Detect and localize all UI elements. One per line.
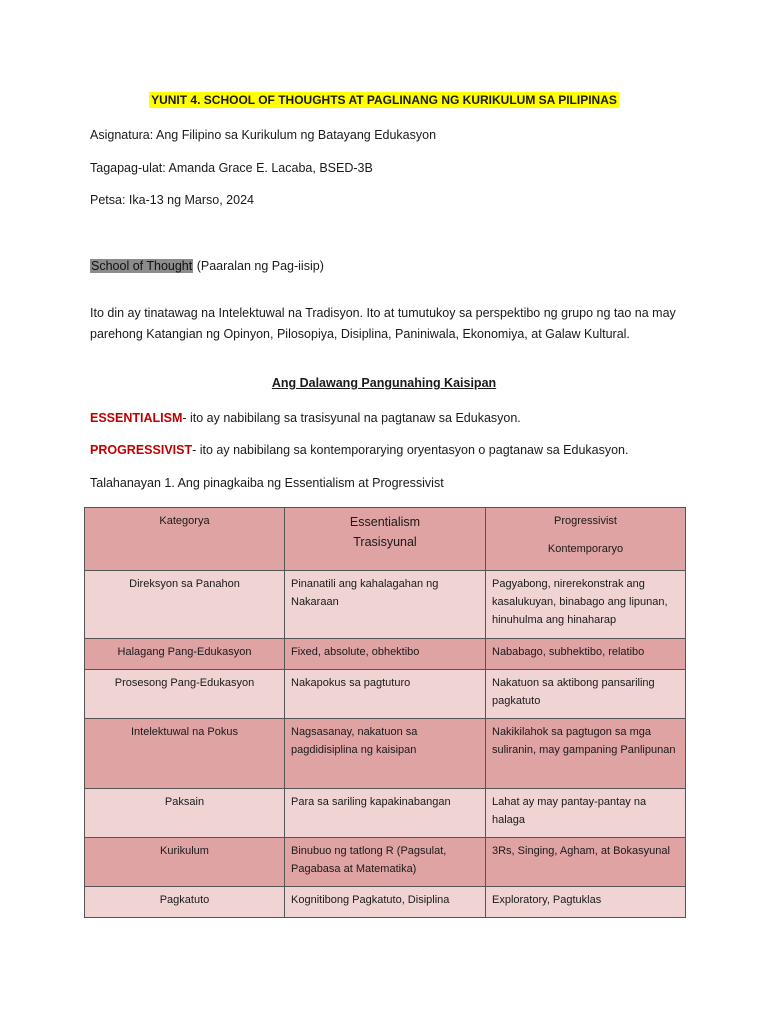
cell-kategorya: Halagang Pang-Edukasyon xyxy=(85,639,285,670)
comparison-table xyxy=(84,507,686,918)
cell-essentialism: Fixed, absolute, obhektibo xyxy=(285,639,486,670)
essentialism-definition xyxy=(90,408,521,428)
essentialism-term: ESSENTIALISM xyxy=(90,411,183,425)
cell-kategorya: Paksain xyxy=(85,789,285,838)
cell-kategorya: Intelektuwal na Pokus xyxy=(85,719,285,789)
table-row xyxy=(85,670,686,719)
header-kategorya xyxy=(85,508,285,571)
table-header-row xyxy=(85,508,686,571)
header-progressivist-label: Progressivist xyxy=(554,515,617,527)
header-essentialism-label: Essentialism xyxy=(349,515,421,529)
cell-progressivist: Lahat ay may pantay-pantay na halaga xyxy=(486,789,686,838)
school-of-thought-term: School of Thought xyxy=(91,259,193,273)
essentialism-def-text: - ito ay nabibilang sa trasisyunal na pagtanaw sa Edukasyon. xyxy=(182,411,521,425)
cell-progressivist: Pagyabong, nirerekonstrak ang kasalukuyan, binabago ang lipunan, hinuhulma ang hinaharap xyxy=(486,571,686,639)
header-essentialism xyxy=(285,508,486,571)
cell-essentialism: Para sa sariling kapakinabangan xyxy=(285,789,486,838)
cell-progressivist: Nakikilahok sa pagtugon sa mga suliranin, may gampaning Panlipunan xyxy=(486,719,686,789)
header-essentialism-sub: Trasisyunal xyxy=(353,535,417,549)
header-kategorya-label: Kategorya xyxy=(159,515,210,527)
progressivist-def-text: - ito ay nabibilang sa kontemporarying oryentasyon o pagtanaw sa Edukasyon. xyxy=(192,443,629,457)
progressivist-definition xyxy=(90,440,629,460)
progressivist-term: PROGRESSIVIST xyxy=(90,443,193,457)
school-of-thought-heading xyxy=(90,256,324,276)
cell-kategorya: Prosesong Pang-Edukasyon xyxy=(85,670,285,719)
school-of-thought-paragraph: Ito din ay tinatawag na Intelektuwal na Tradisyon. Ito at tumutukoy sa perspektibo ng grupo ng tao na may parehong Katangian ng Opinyon, Pilosopiya, Disiplina, Paniniwala, Ekonomiya, at Galaw Kultural. xyxy=(90,305,676,341)
table-row xyxy=(85,571,686,639)
header-progressivist xyxy=(486,508,686,571)
table-row xyxy=(85,789,686,838)
school-of-thought-translation: (Paaralan ng Pag-iisip) xyxy=(193,259,324,273)
cell-essentialism: Nakapokus sa pagtuturo xyxy=(285,670,486,719)
tagapag-ulat-line: Tagapag-ulat: Amanda Grace E. Lacaba, BSED-3B xyxy=(90,161,373,175)
cell-kategorya: Kurikulum xyxy=(85,838,285,887)
cell-kategorya: Pagkatuto xyxy=(85,887,285,918)
cell-progressivist: Nababago, subhektibo, relatibo xyxy=(486,639,686,670)
table-row xyxy=(85,719,686,789)
cell-essentialism: Nagsasanay, nakatuon sa pagdidisiplina ng kaisipan xyxy=(285,719,486,789)
kaisipan-heading: Ang Dalawang Pangunahing Kaisipan xyxy=(271,376,497,390)
cell-essentialism: Binubuo ng tatlong R (Pagsulat, Pagabasa at Matematika) xyxy=(285,838,486,887)
petsa-line: Petsa: Ika-13 ng Marso, 2024 xyxy=(90,193,254,207)
header-progressivist-sub: Kontemporaryo xyxy=(547,543,624,555)
cell-kategorya: Direksyon sa Panahon xyxy=(85,571,285,639)
cell-essentialism: Pinanatili ang kahalagahan ng Nakaraan xyxy=(285,571,486,639)
table-caption: Talahanayan 1. Ang pinagkaiba ng Essentialism at Progressivist xyxy=(90,476,444,490)
table-row xyxy=(85,639,686,670)
cell-progressivist: 3Rs, Singing, Agham, at Bokasyunal xyxy=(486,838,686,887)
cell-progressivist: Exploratory, Pagtuklas xyxy=(486,887,686,918)
unit-title xyxy=(0,93,768,107)
table-row xyxy=(85,887,686,918)
asignatura-line: Asignatura: Ang Filipino sa Kurikulum ng Batayang Edukasyon xyxy=(90,128,437,142)
cell-progressivist: Nakatuon sa aktibong pansariling pagkatuto xyxy=(486,670,686,719)
table-row xyxy=(85,838,686,887)
unit-title-text: YUNIT 4. SCHOOL OF THOUGHTS AT PAGLINANG NG KURIKULUM SA PILIPINAS xyxy=(151,93,617,107)
cell-essentialism: Kognitibong Pagkatuto, Disiplina xyxy=(285,887,486,918)
